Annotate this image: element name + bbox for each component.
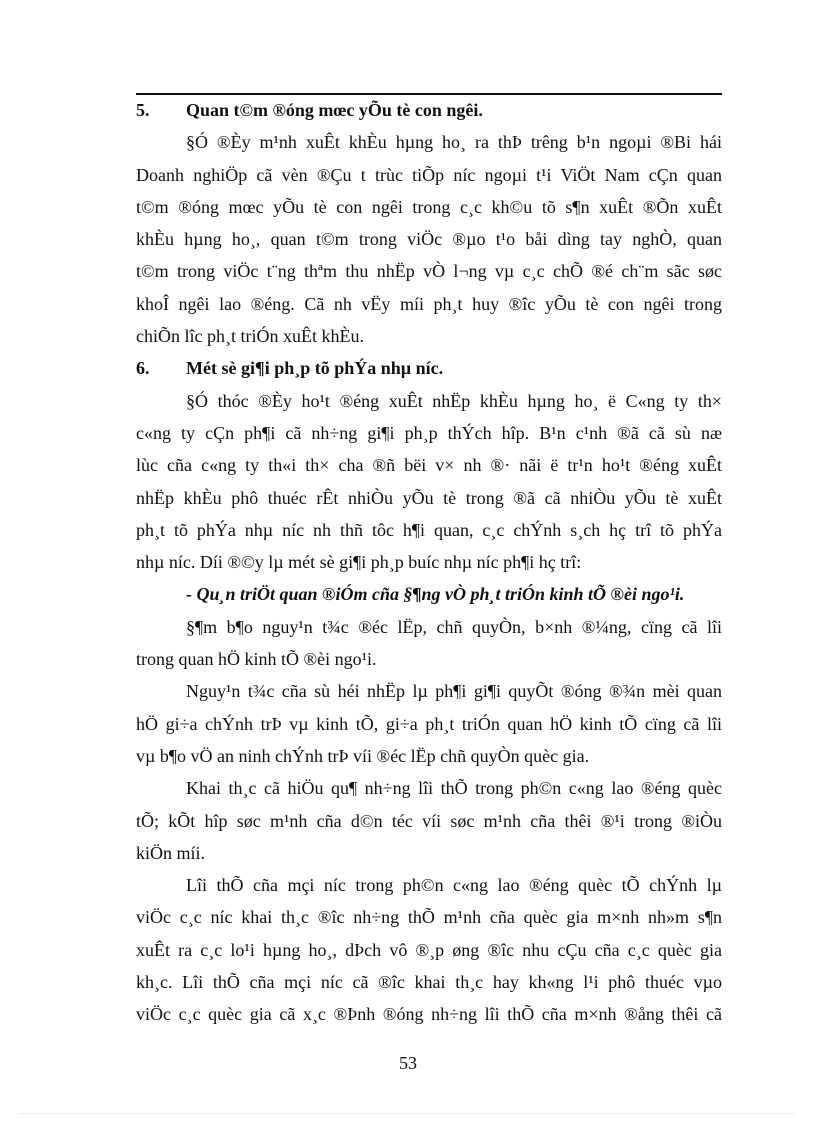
paragraph-line: trong quan hÖ kinh tÕ ®èi ngo¹i. bbox=[136, 649, 377, 670]
paragraph-line: kh¸c. Lîi thÕ cña mçi níc cã ®îc khai th¸c hay kh«ng l¹i phô thuéc vµo bbox=[136, 972, 722, 993]
paragraph-line: Nguy¹n t¾c cña sù héi nhËp lµ ph¶i gi¶i quyÕt ®óng ®¾n mèi quan bbox=[186, 681, 722, 702]
paragraph-line: §¶m b¶o nguy¹n t¾c ®éc lËp, chñ quyÒn, b×nh ®¼ng, cïng cã lîi bbox=[186, 616, 722, 637]
page-body bbox=[136, 94, 722, 1031]
paragraph-line: nhËp khÈu phô thuéc rÊt nhiÒu yÕu tè trong ®ã cã nhiÒu yÕu tè xuÊt bbox=[136, 487, 722, 508]
paragraph-line: tÕ; kÕt hîp søc m¹nh cña d©n téc víi søc m¹nh cña thêi ®¹i trong ®iÒu bbox=[136, 810, 722, 831]
paragraph-line: t©m trong viÖc t¨ng thªm thu nhËp vÒ l¬ng vµ c¸c chÕ ®é ch¨m sãc søc bbox=[136, 261, 722, 282]
paragraph-line: t©m ®óng mœc yÕu tè con ngêi trong c¸c kh©u tõ s¶n xuÊt ®Õn xuÊt bbox=[136, 196, 722, 217]
paragraph-line: Lîi thÕ cña mçi níc trong ph©n c«ng lao ®éng quèc tÕ chÝnh lµ bbox=[186, 875, 722, 896]
footer-divider bbox=[20, 1113, 796, 1114]
paragraph-line: Khai th¸c cã hiÖu qu¶ nh÷ng lîi thÕ trong ph©n c«ng lao ®éng quèc bbox=[186, 778, 722, 799]
paragraph-line: xuÊt ra c¸c lo¹i hµng ho¸, dÞch vô ®¸p øng ®îc nhu cÇu cña c¸c quèc gia bbox=[136, 939, 722, 960]
paragraph-line: c«ng ty cÇn ph¶i cã nh÷ng gi¶i ph¸p thÝch hîp. B¹n c¹nh ®ã cã sù næ bbox=[136, 422, 722, 443]
section-title: Quan t©m ®óng mœc yÕu tè con ngêi. bbox=[186, 100, 483, 120]
paragraph-line: khÈu hµng ho¸, quan t©m trong viÖc ®µo t¹o båi dìng tay nghÒ, quan bbox=[136, 229, 722, 250]
paragraph-line: Doanh nghiÖp cã vèn ®Çu t trùc tiÕp níc ngoµi t¹i ViÖt Nam cÇn quan bbox=[136, 164, 722, 185]
paragraph-line: kiÖn míi. bbox=[136, 842, 206, 863]
section-heading-5 bbox=[136, 94, 722, 126]
paragraph-line: viÖc c¸c níc khai th¸c ®îc nh÷ng thÕ m¹nh cña quèc gia m×nh nh»m s¶n bbox=[136, 907, 722, 928]
paragraph-line: viÖc c¸c quèc gia cã x¸c ®Þnh ®óng nh÷ng lîi thÕ cña m×nh ®ång thêi cã bbox=[136, 1004, 722, 1025]
paragraph-line: khoÎ ngêi lao ®éng. Cã nh vËy míi ph¸t huy ®îc yÕu tè con ngêi trong bbox=[136, 293, 722, 314]
page-number: 53 bbox=[399, 1053, 417, 1073]
section-heading-6 bbox=[136, 352, 722, 384]
section-number: 5. bbox=[136, 100, 150, 120]
paragraph-line: lùc cña c«ng ty th«i th× cha ®ñ bëi v× nh ®· nãi ë tr¹n ho¹t ®éng xuÊt bbox=[136, 455, 722, 476]
paragraph-line: hÖ gi÷a chÝnh trÞ vµ kinh tÕ, gi÷a ph¸t triÓn quan hÖ kinh tÕ cïng cã lîi bbox=[136, 713, 722, 734]
section-number: 6. bbox=[136, 358, 150, 379]
paragraph-line: nhµ níc. Díi ®©y lµ mét sè gi¶i ph¸p buíc nhµ níc ph¶i hç trî: bbox=[136, 552, 582, 573]
paragraph-line: ph¸t tõ phÝa nhµ níc nh thñ tôc h¶i quan, c¸c chÝnh s¸ch hç trî tõ phÝa bbox=[136, 519, 722, 540]
section-title: Mét sè gi¶i ph¸p tõ phÝa nhµ níc. bbox=[186, 358, 444, 379]
paragraph-line: chiÕn lîc ph¸t triÓn xuÊt khÈu. bbox=[136, 326, 364, 347]
subheading: - Qu¸n triÖt quan ®iÓm cña §¶ng vÒ ph¸t triÓn kinh tÕ ®èi ngo¹i. bbox=[186, 584, 685, 605]
paragraph-line: §Ó ®Èy m¹nh xuÊt khÈu hµng ho¸ ra thÞ trêng b¹n ngoµi ®Bi hái bbox=[186, 132, 722, 153]
paragraph-line: §Ó thóc ®Èy ho¹t ®éng xuÊt nhËp khÈu hµng ho¸ ë C«ng ty th× bbox=[186, 390, 722, 411]
paragraph-line: vµ b¶o vÖ an ninh chÝnh trÞ víi ®éc lËp chñ quyÒn quèc gia. bbox=[136, 745, 590, 766]
